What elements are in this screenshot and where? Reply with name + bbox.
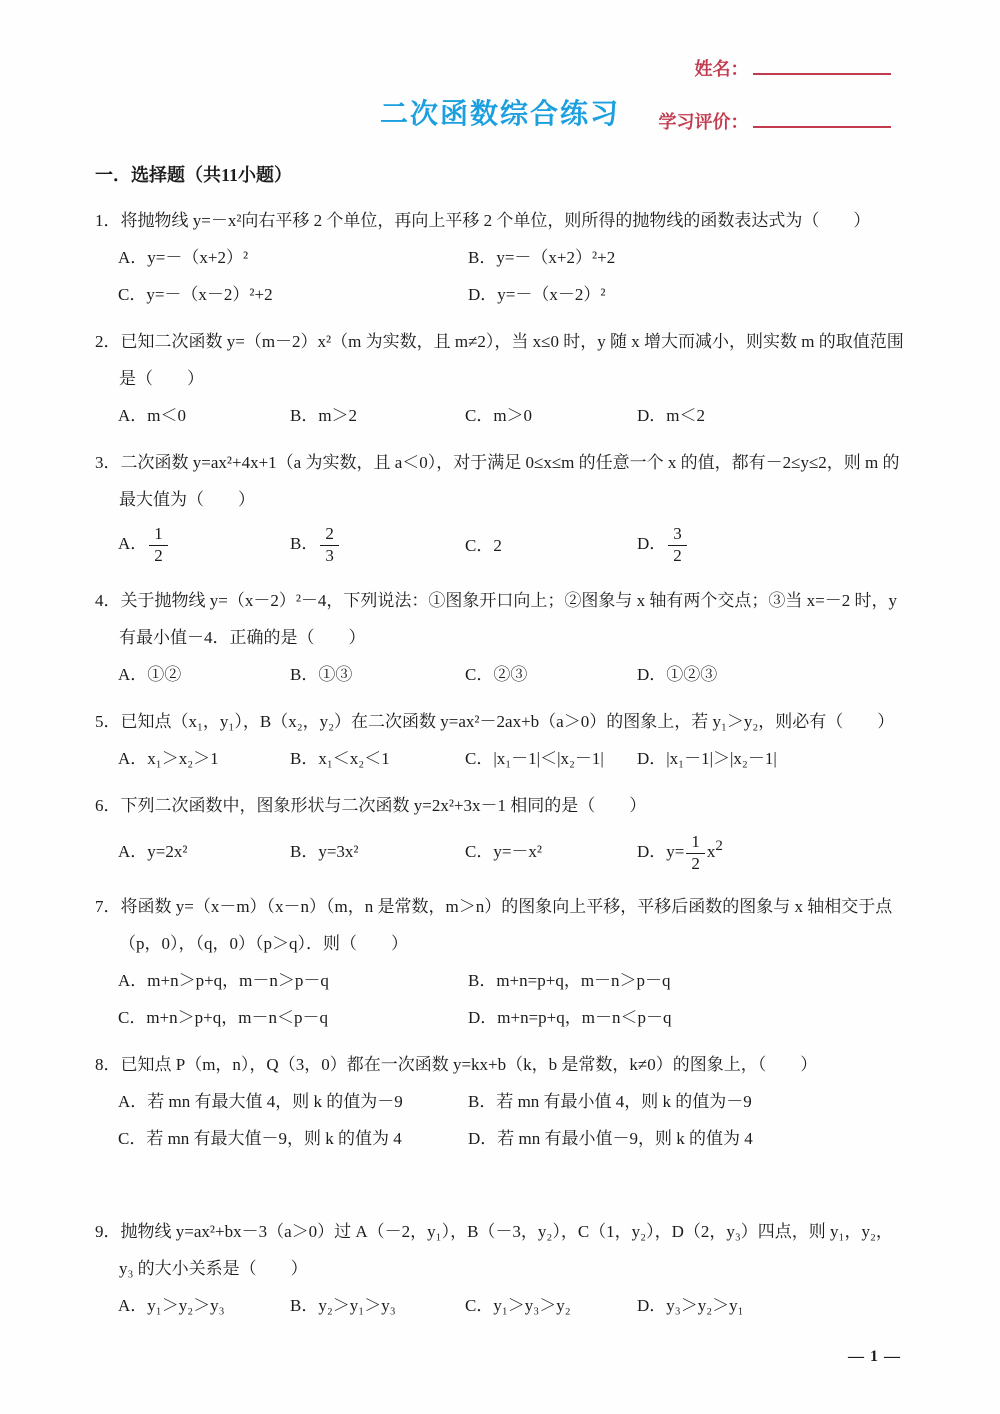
q2-option-c: C．m＞0 <box>465 406 533 425</box>
evaluation-label: 学习评价： <box>658 112 749 132</box>
q7-option-b: B．m+n=p+q，m－n＞p－q <box>468 971 671 990</box>
question-1 <box>95 202 905 313</box>
fraction: $\frac{1}{2}$ <box>686 833 705 873</box>
question-9 <box>95 1213 905 1324</box>
q3-option-c: C．2 <box>465 535 502 555</box>
q1-option-c: C．y=－（x－2）²+2 <box>118 285 273 304</box>
q4-option-c: C．②③ <box>465 665 528 684</box>
q9-option-a: A．y₁＞y₂＞y₃ <box>118 1296 225 1315</box>
q6-option-b: B．y=3x² <box>290 841 359 861</box>
question-5 <box>95 703 905 777</box>
question-8 <box>95 1046 905 1157</box>
q7-option-c: C．m+n＞p+q，m－n＜p－q <box>118 1008 328 1027</box>
q7-option-d: D．m+n=p+q，m－n＜p－q <box>468 1008 672 1027</box>
question-1-options-row-2 <box>118 276 905 313</box>
question-7-text: 7．将函数 y=（x－m）（x－n）（m，n 是常数，m＞n）的图象向上平移，平移后函数的图象与 x 轴相交于点（p，0），（q，0）（p＞q）．则（ ） <box>95 897 893 953</box>
question-8-options-row-2 <box>118 1120 905 1157</box>
question-6-options <box>118 824 905 878</box>
fraction: $\frac{2}{3}$ <box>320 525 339 565</box>
q9-option-d: D．y₃＞y₂＞y₁ <box>637 1296 744 1315</box>
name-label: 姓名： <box>694 59 749 79</box>
name-row <box>95 52 905 86</box>
question-1-options-row-1 <box>118 239 905 276</box>
question-1-text: 1．将抛物线 y=－x²向右平移 2 个单位，再向上平移 2 个单位，则所得的抛物线的函数表达式为（ ） <box>95 211 871 230</box>
worksheet-title: 二次函数综合练习 <box>379 98 620 129</box>
q1-option-d: D．y=－（x－2）² <box>468 285 606 304</box>
question-3 <box>95 444 905 572</box>
q4-option-a: A．①② <box>118 665 182 684</box>
q5-option-a: A．x₁＞x₂＞1 <box>118 749 219 768</box>
q4-option-b: B．①③ <box>290 665 353 684</box>
question-5-options <box>118 740 905 777</box>
q6-option-d: D．y= $\frac{1}{2}$ x2 <box>637 832 723 873</box>
q2-option-a: A．m＜0 <box>118 406 186 425</box>
q7-option-a: A．m+n＞p+q，m－n＞p－q <box>118 971 329 990</box>
q2-option-d: D．m＜2 <box>637 406 705 425</box>
question-9-text: 9．抛物线 y=ax²+bx－3（a＞0）过 A（－2，y₁），B（－3，y₂），C（1，y₂），D（2，y₃）四点，则 y₁，y₂，y₃ 的大小关系是（ ） <box>95 1222 893 1278</box>
q4-option-d: D．①②③ <box>637 665 718 684</box>
q8-option-c: C．若 mn 有最大值－9，则 k 的值为 4 <box>118 1129 402 1148</box>
question-3-text: 3．二次函数 y=ax²+4x+1（a 为实数，且 a＜0），对于满足 0≤x≤m 的任意一个 x 的值，都有－2≤y≤2，则 m 的最大值为（ ） <box>95 453 900 509</box>
q1-option-a: A．y=－（x+2）² <box>118 248 249 267</box>
question-2-text: 2．已知二次函数 y=（m－2）x²（m 为实数，且 m≠2），当 x≤0 时，y 随 x 增大而减小，则实数 m 的取值范围是（ ） <box>95 332 904 388</box>
evaluation-blank-field[interactable] <box>753 110 891 128</box>
q5-option-c: C．|x₁－1|＜|x₂－1| <box>465 749 604 768</box>
q5-option-d: D．|x₁－1|＞|x₂－1| <box>637 749 777 768</box>
question-5-text: 5．已知点（x₁，y₁），B（x₂，y₂）在二次函数 y=ax²－2ax+b（a＞0）的图象上，若 y₁＞y₂，则必有（ ） <box>95 712 895 731</box>
question-3-options <box>118 518 905 572</box>
question-9-options <box>118 1287 905 1324</box>
q5-option-b: B．x₁＜x₂＜1 <box>290 749 390 768</box>
question-7-options-row-2 <box>118 999 905 1036</box>
question-6 <box>95 787 905 878</box>
question-4 <box>95 582 905 693</box>
name-blank-field[interactable] <box>753 57 891 75</box>
question-2 <box>95 323 905 434</box>
q3-option-b: B． $\frac{2}{3}$ <box>290 525 465 565</box>
question-6-text: 6．下列二次函数中，图象形状与二次函数 y=2x²+3x－1 相同的是（ ） <box>95 796 647 815</box>
question-7-options-row-1 <box>118 962 905 999</box>
q3-option-a: A． $\frac{1}{2}$ <box>118 525 290 565</box>
section-heading: 一．选择题（共11小题） <box>95 165 293 185</box>
title-row <box>95 92 905 148</box>
question-4-text: 4．关于抛物线 y=（x－2）²－4，下列说法：①图象开口向上；②图象与 x 轴有两个交点；③当 x=－2 时，y 有最小值－4．正确的是（ ） <box>95 591 898 647</box>
q8-option-d: D．若 mn 有最小值－9，则 k 的值为 4 <box>468 1129 753 1148</box>
q6-option-c: C．y=－x² <box>465 841 543 861</box>
fraction: $\frac{1}{2}$ <box>149 525 168 565</box>
fraction: $\frac{3}{2}$ <box>668 525 687 565</box>
question-8-text: 8．已知点 P（m，n），Q（3，0）都在一次函数 y=kx+b（k，b 是常数，k≠0）的图象上，（ ） <box>95 1055 818 1074</box>
question-8-options-row-1 <box>118 1083 905 1120</box>
q8-option-b: B．若 mn 有最小值 4，则 k 的值为－9 <box>468 1092 752 1111</box>
q1-option-b: B．y=－（x+2）²+2 <box>468 248 616 267</box>
question-4-options <box>118 656 905 693</box>
q8-option-a: A．若 mn 有最大值 4，则 k 的值为－9 <box>118 1092 403 1111</box>
question-2-options <box>118 397 905 434</box>
evaluation-row <box>659 108 892 134</box>
question-7 <box>95 888 905 1036</box>
page-number: — 1 — <box>848 1348 901 1365</box>
q2-option-b: B．m＞2 <box>290 406 358 425</box>
q6-option-a: A．y=2x² <box>118 841 188 861</box>
q9-option-c: C．y₁＞y₃＞y₂ <box>465 1296 571 1315</box>
q9-option-b: B．y₂＞y₁＞y₃ <box>290 1296 396 1315</box>
q3-option-d: D． $\frac{3}{2}$ <box>637 525 905 565</box>
